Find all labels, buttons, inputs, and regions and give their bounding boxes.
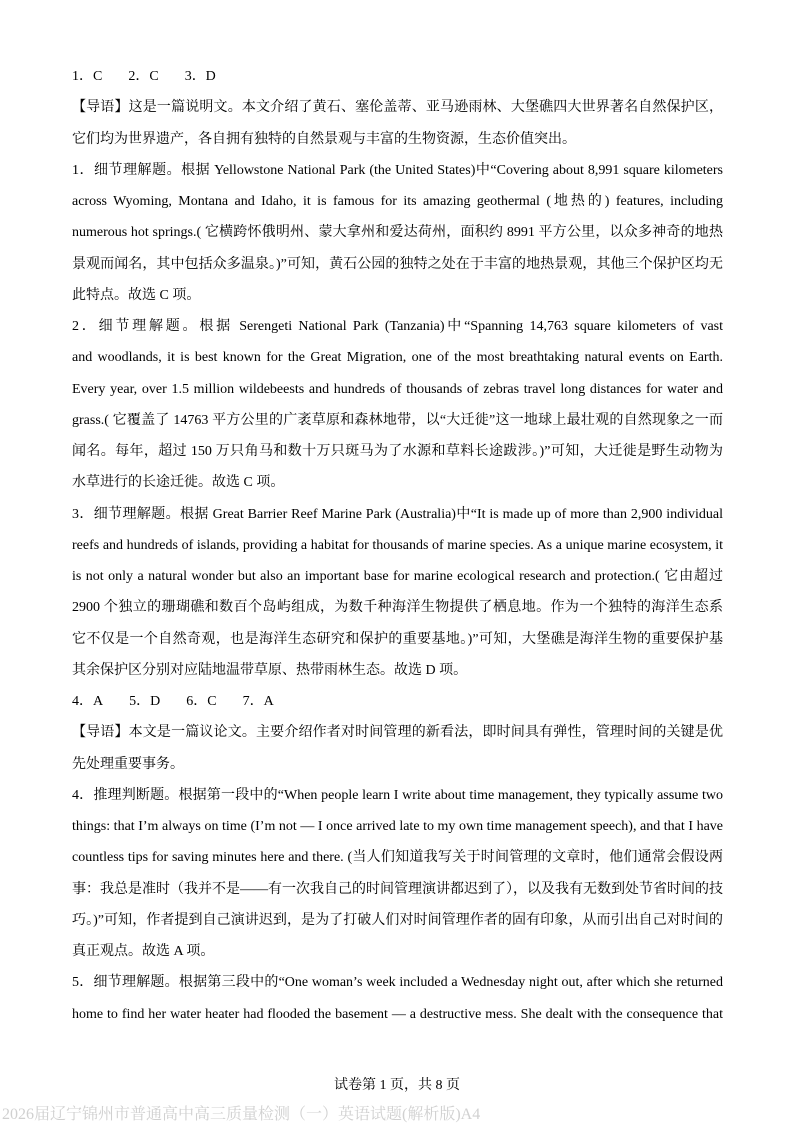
text-line: Every year, over 1.5 million wildebeests and hundreds of thousands of zebras travel long distances for water and: [72, 381, 723, 397]
answer: 4．A: [72, 694, 104, 709]
text-line: 先处理重要事务。: [72, 756, 184, 772]
text-line: and woodlands, it is best known for the Great Migration, one of the most breathtaking natural events on Earth.: [72, 350, 723, 366]
text-line: grass.( 它覆盖了 14763 平方公里的广袤草原和森林地带，以“大迁徙”这一地球上最壮观的自然现象之一而: [72, 412, 723, 428]
answer: 7．A: [242, 694, 274, 709]
text-line: 它不仅是一个自然奇观，也是海洋生态研究和保护的重要基地。)”可知，大堡礁是海洋生物的重要保护基: [72, 631, 723, 647]
text-line: 巧。)”可知，作者提到自己演讲迟到，是为了打破人们对时间管理作者的固有印象，从而引出自己对时间的: [72, 912, 723, 928]
text-line: 水草进行的长途迁徙。故选 C 项。: [72, 475, 285, 491]
answer: 2．C: [128, 69, 159, 84]
document-body: [72, 61, 723, 1030]
answer: 1．C: [72, 69, 103, 84]
text-line: 景观而闻名，其中包括众多温泉。)”可知，黄石公园的独特之处在于丰富的地热景观，其他三个保护区均无: [72, 256, 723, 272]
text-line: 2．细节理解题。根据 Serengeti National Park (Tanzania)中“Spanning 14,763 square kilometers of vast: [72, 319, 723, 334]
text-line: 其余保护区分别对应陆地温带草原、热带雨林生态。故选 D 项。: [72, 662, 468, 678]
text-line: reefs and hundreds of islands, providing a habitat for thousands of marine species. As a unique marine ecosystem, it: [72, 537, 723, 553]
text-line: 此特点。故选 C 项。: [72, 287, 201, 303]
text-line: 【导语】这是一篇说明文。本文介绍了黄石、塞伦盖蒂、亚马逊雨林、大堡礁四大世界著名自然保护区，: [72, 100, 723, 116]
text-line: 4．推理判断题。根据第一段中的“When people learn I write about time management, they typically assume two: [72, 787, 723, 803]
text-line: 3．细节理解题。根据 Great Barrier Reef Marine Park (Australia)中“It is made up of more than 2,900 individual: [72, 506, 723, 522]
text-line: is not only a natural wonder but also an important base for marine ecological research and protection.( 它由超过: [72, 569, 723, 584]
text-line: 闻名。每年，超过 150 万只角马和数十万只斑马为了水源和草料长途跋涉。)”可知，大迁徙是野生动物为: [72, 444, 723, 459]
text-line: 2900 个独立的珊瑚礁和数百个岛屿组成，为数千种海洋生物提供了栖息地。作为一个独特的海洋生态系: [72, 600, 723, 616]
answers-4-7: [72, 686, 723, 717]
page-footer: 试卷第 1 页，共 8 页: [334, 1078, 460, 1093]
watermark: 2026届辽宁锦州市普通高中高三质量检测（一）英语试题(解析版)A4: [2, 1106, 481, 1123]
text-line: 【导语】本文是一篇议论文。主要介绍作者对时间管理的新看法，即时间具有弹性，管理时间的关键是优: [72, 725, 723, 741]
text-line: 事：我总是准时（我并不是——有一次我自己的时间管理演讲都迟到了），以及我有无数到处节省时间的技: [72, 881, 723, 897]
intro-passage-2: [72, 717, 723, 780]
text-line: home to find her water heater had flooded the basement — a destructive mess. She dealt with the consequence that: [72, 1006, 723, 1022]
text-line: 1．细节理解题。根据 Yellowstone National Park (the United States)中“Covering about 8,991 square kilometers: [72, 162, 723, 178]
text-line: numerous hot springs.( 它横跨怀俄明州、蒙大拿州和爱达荷州，面积约 8991 平方公里，以众多神奇的地热: [72, 225, 723, 241]
answer: 3．D: [184, 69, 216, 84]
explanation-q5: [72, 967, 723, 1030]
text-line: 真正观点。故选 A 项。: [72, 944, 215, 959]
answer: 6．C: [186, 694, 217, 709]
text-line: 它们均为世界遗产，各自拥有独特的自然景观与丰富的生物资源，生态价值突出。: [72, 131, 576, 147]
text-line: 5．细节理解题。根据第三段中的“One woman’s week included a Wednesday night out, after which she returned: [72, 975, 723, 991]
answer: 5．D: [129, 694, 161, 709]
explanation-q3: [72, 499, 723, 687]
text-line: countless tips for saving minutes here and there. (当人们知道我写关于时间管理的文章时，他们通常会假设两: [72, 850, 723, 866]
intro-passage-1: [72, 92, 723, 155]
explanation-q1: [72, 155, 723, 311]
answers-1-3: [72, 61, 723, 92]
explanation-q2: [72, 311, 723, 499]
text-line: things: that I’m always on time (I’m not — I once arrived late to my own time management speech), and that I have: [72, 819, 723, 834]
explanation-q4: [72, 780, 723, 968]
text-line: across Wyoming, Montana and Idaho, it is famous for its amazing geothermal (地热的) features, including: [72, 194, 723, 209]
